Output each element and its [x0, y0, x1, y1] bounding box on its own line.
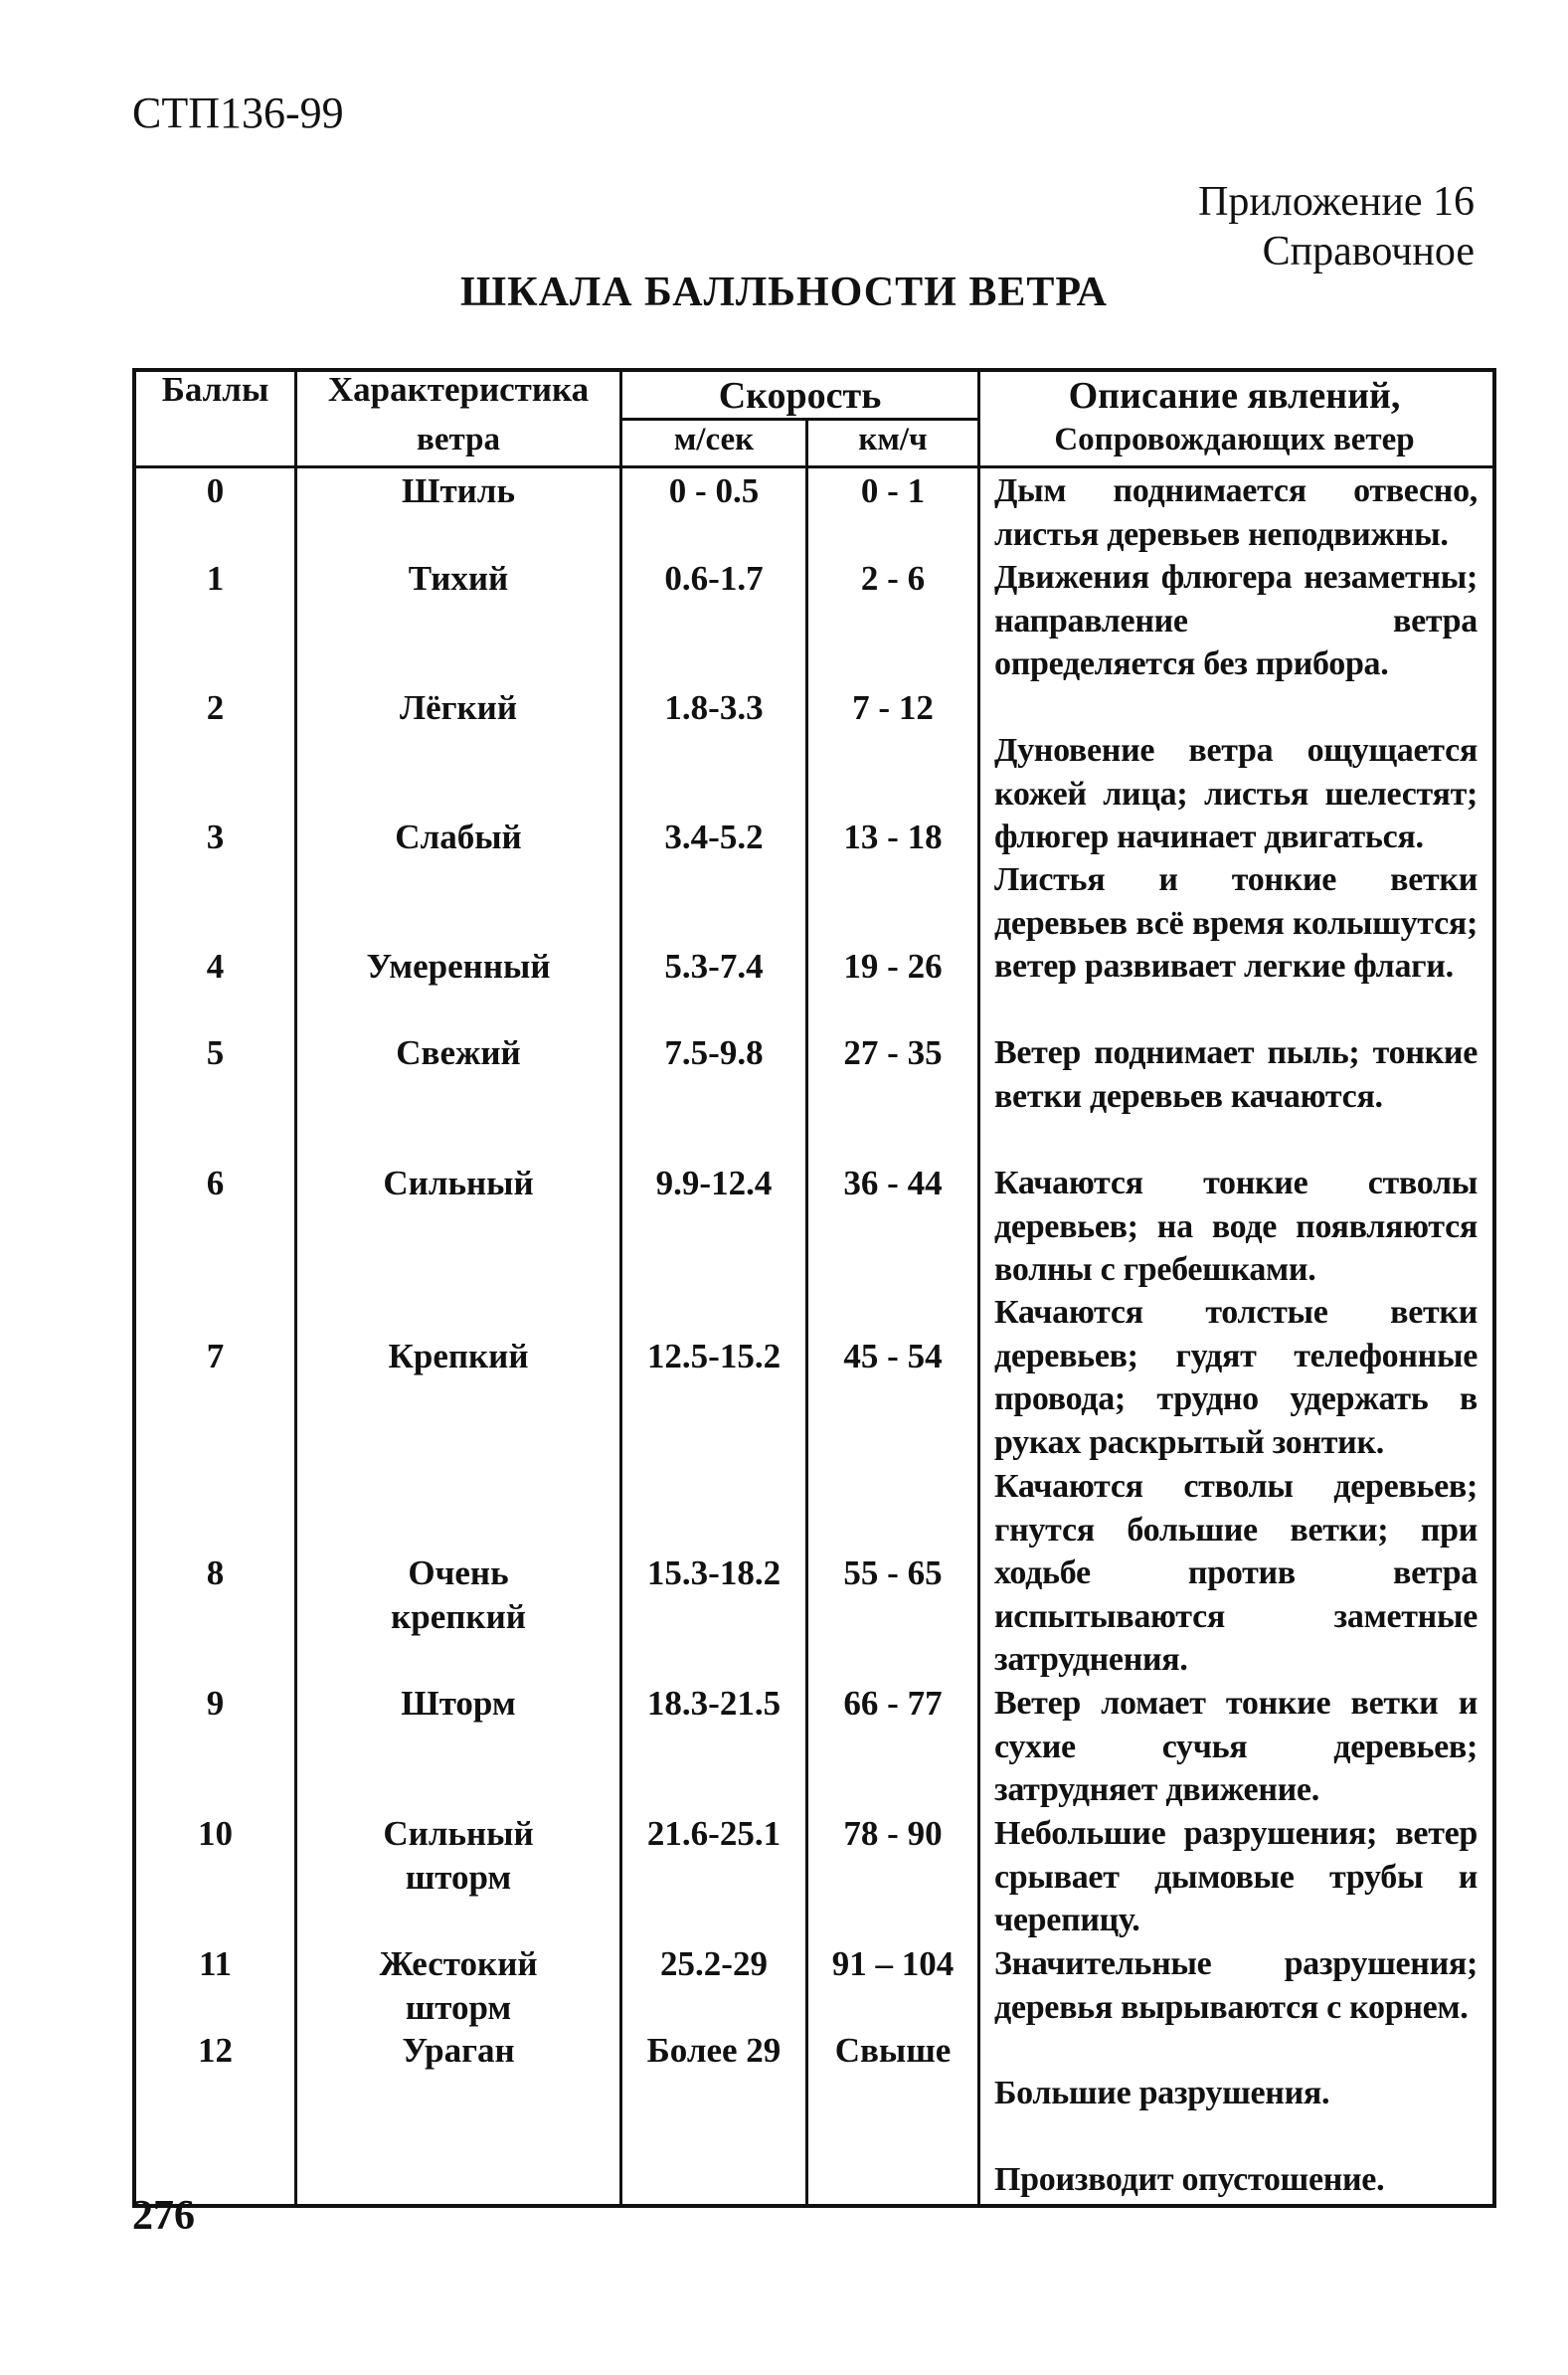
row-speed-kmh: 78 - 90 — [843, 1814, 943, 1853]
row-speed-kmh: 66 - 77 — [843, 1684, 943, 1723]
description-text: Листья и тонкие ветки деревьев всё время колышутся; ветер развивает легкие флаги. — [994, 861, 1478, 985]
row-points: 11 — [198, 1944, 233, 1983]
header-description-line1: Описание явлений, — [1068, 375, 1401, 417]
description-text: Большие разрушения. — [994, 2075, 1330, 2111]
row-points: 12 — [198, 2031, 233, 2070]
column-divider — [294, 368, 297, 2204]
header-subdivider — [619, 418, 979, 421]
row-speed-kmh: 55 - 65 — [843, 1553, 943, 1592]
header-characteristic-line2: ветра — [417, 422, 500, 457]
row-speed-ms: 9.9-12.4 — [655, 1164, 773, 1202]
header-bottom-line — [132, 465, 1492, 468]
description-text: Качаются стволы деревьев; гнутся большие ветки; при ходьбе против ветра испытываются заметные затруднения. — [994, 1468, 1478, 1678]
row-wind-name: Ураган — [402, 2031, 515, 2070]
row-wind-name: Очень крепкий — [391, 1553, 526, 1636]
row-speed-ms: 3.4-5.2 — [664, 818, 764, 856]
row-speed-ms: 25.2-29 — [660, 1944, 768, 1983]
header-speed: Скорость — [718, 375, 882, 417]
appendix-label — [1198, 177, 1475, 276]
description-text: Качаются толстые ветки деревьев; гудят телефонные провода; трудно удержать в руках раскрытый зонтик. — [994, 1294, 1478, 1461]
row-speed-ms: 12.5-15.2 — [646, 1337, 782, 1375]
header-speed-kmh: км/ч — [858, 422, 928, 457]
row-points: 1 — [206, 559, 225, 598]
header-points: Баллы — [161, 370, 269, 409]
row-speed-kmh: 19 - 26 — [843, 947, 943, 986]
description-text: Дуновение ветра ощущается кожей лица; листья шелестят; флюгер начинает двигаться. — [994, 732, 1478, 855]
row-speed-kmh: 36 - 44 — [843, 1164, 943, 1202]
row-speed-kmh: 2 - 6 — [860, 559, 926, 598]
row-speed-ms: 0 - 0.5 — [668, 471, 760, 510]
row-wind-name: Крепкий — [388, 1337, 529, 1375]
row-points: 9 — [206, 1684, 225, 1723]
row-wind-name: Жестокий шторм — [379, 1944, 538, 2027]
row-points: 3 — [206, 818, 225, 856]
row-speed-ms: 5.3-7.4 — [664, 947, 764, 986]
row-speed-kmh: 91 – 104 — [831, 1944, 955, 1983]
page-title: ШКАЛА БАЛЛЬНОСТИ ВЕТРА — [460, 270, 1108, 315]
row-points: 2 — [206, 688, 225, 727]
row-speed-ms: Более 29 — [646, 2031, 782, 2070]
row-speed-ms: 18.3-21.5 — [646, 1684, 782, 1723]
description-text: Движения флюгера незаметны; направление ветра определяется без прибора. — [994, 559, 1478, 682]
description-text: Ветер поднимает пыль; тонкие ветки деревьев качаются. — [994, 1034, 1478, 1115]
row-speed-kmh: 45 - 54 — [843, 1337, 943, 1375]
row-wind-name: Сильный — [383, 1164, 534, 1202]
appendix-type: Справочное — [1262, 229, 1475, 274]
row-wind-name: Сильный шторм — [383, 1814, 534, 1897]
row-wind-name: Слабый — [395, 818, 522, 856]
row-points: 5 — [206, 1033, 225, 1072]
document-code: СТП136-99 — [132, 89, 344, 137]
row-points: 7 — [206, 1337, 225, 1375]
appendix-number: Приложение 16 — [1198, 179, 1475, 225]
header-speed-ms: м/сек — [673, 422, 755, 457]
row-speed-kmh: Свыше — [834, 2031, 952, 2070]
row-wind-name: Свежий — [396, 1033, 521, 1072]
row-speed-kmh: 27 - 35 — [843, 1033, 943, 1072]
row-wind-name: Тихий — [408, 559, 509, 598]
row-points: 10 — [198, 1814, 233, 1853]
description-text: Ветер ломает тонкие ветки и сухие сучья деревьев; затрудняет движение. — [994, 1685, 1478, 1808]
row-speed-ms: 0.6-1.7 — [664, 559, 764, 598]
page-number: 276 — [132, 2193, 195, 2239]
description-text: Дым поднимается отвесно, листья деревьев неподвижны. — [994, 472, 1478, 553]
row-wind-name: Штиль — [402, 471, 515, 510]
description-text: Небольшие разрушения; ветер срывает дымовые трубы и черепицу. — [994, 1815, 1478, 1938]
header-description-line2: Сопровождающих ветер — [1054, 422, 1415, 457]
row-speed-kmh: 13 - 18 — [843, 818, 943, 856]
row-points: 4 — [206, 947, 225, 986]
row-speed-ms: 15.3-18.2 — [646, 1553, 782, 1592]
row-points: 6 — [206, 1164, 225, 1202]
row-points: 0 — [206, 471, 225, 510]
row-wind-name: Шторм — [401, 1684, 516, 1723]
row-speed-kmh: 7 - 12 — [852, 688, 934, 727]
row-speed-ms: 21.6-25.1 — [646, 1814, 782, 1853]
column-divider — [977, 368, 980, 2204]
row-speed-ms: 1.8-3.3 — [664, 688, 764, 727]
header-characteristic-line1: Характеристика — [327, 370, 590, 409]
row-points: 8 — [206, 1553, 225, 1592]
row-wind-name: Лёгкий — [399, 688, 517, 727]
row-speed-ms: 7.5-9.8 — [664, 1033, 764, 1072]
column-divider — [619, 368, 622, 2204]
row-speed-kmh: 0 - 1 — [860, 471, 926, 510]
description-text: Производит опустошение. — [994, 2161, 1385, 2198]
row-wind-name: Умеренный — [366, 947, 551, 986]
description-text: Значительные разрушения; деревья вырываются с корнем. — [994, 1945, 1478, 2026]
description-text: Качаются тонкие стволы деревьев; на воде появляются волны с гребешками. — [994, 1165, 1478, 1288]
